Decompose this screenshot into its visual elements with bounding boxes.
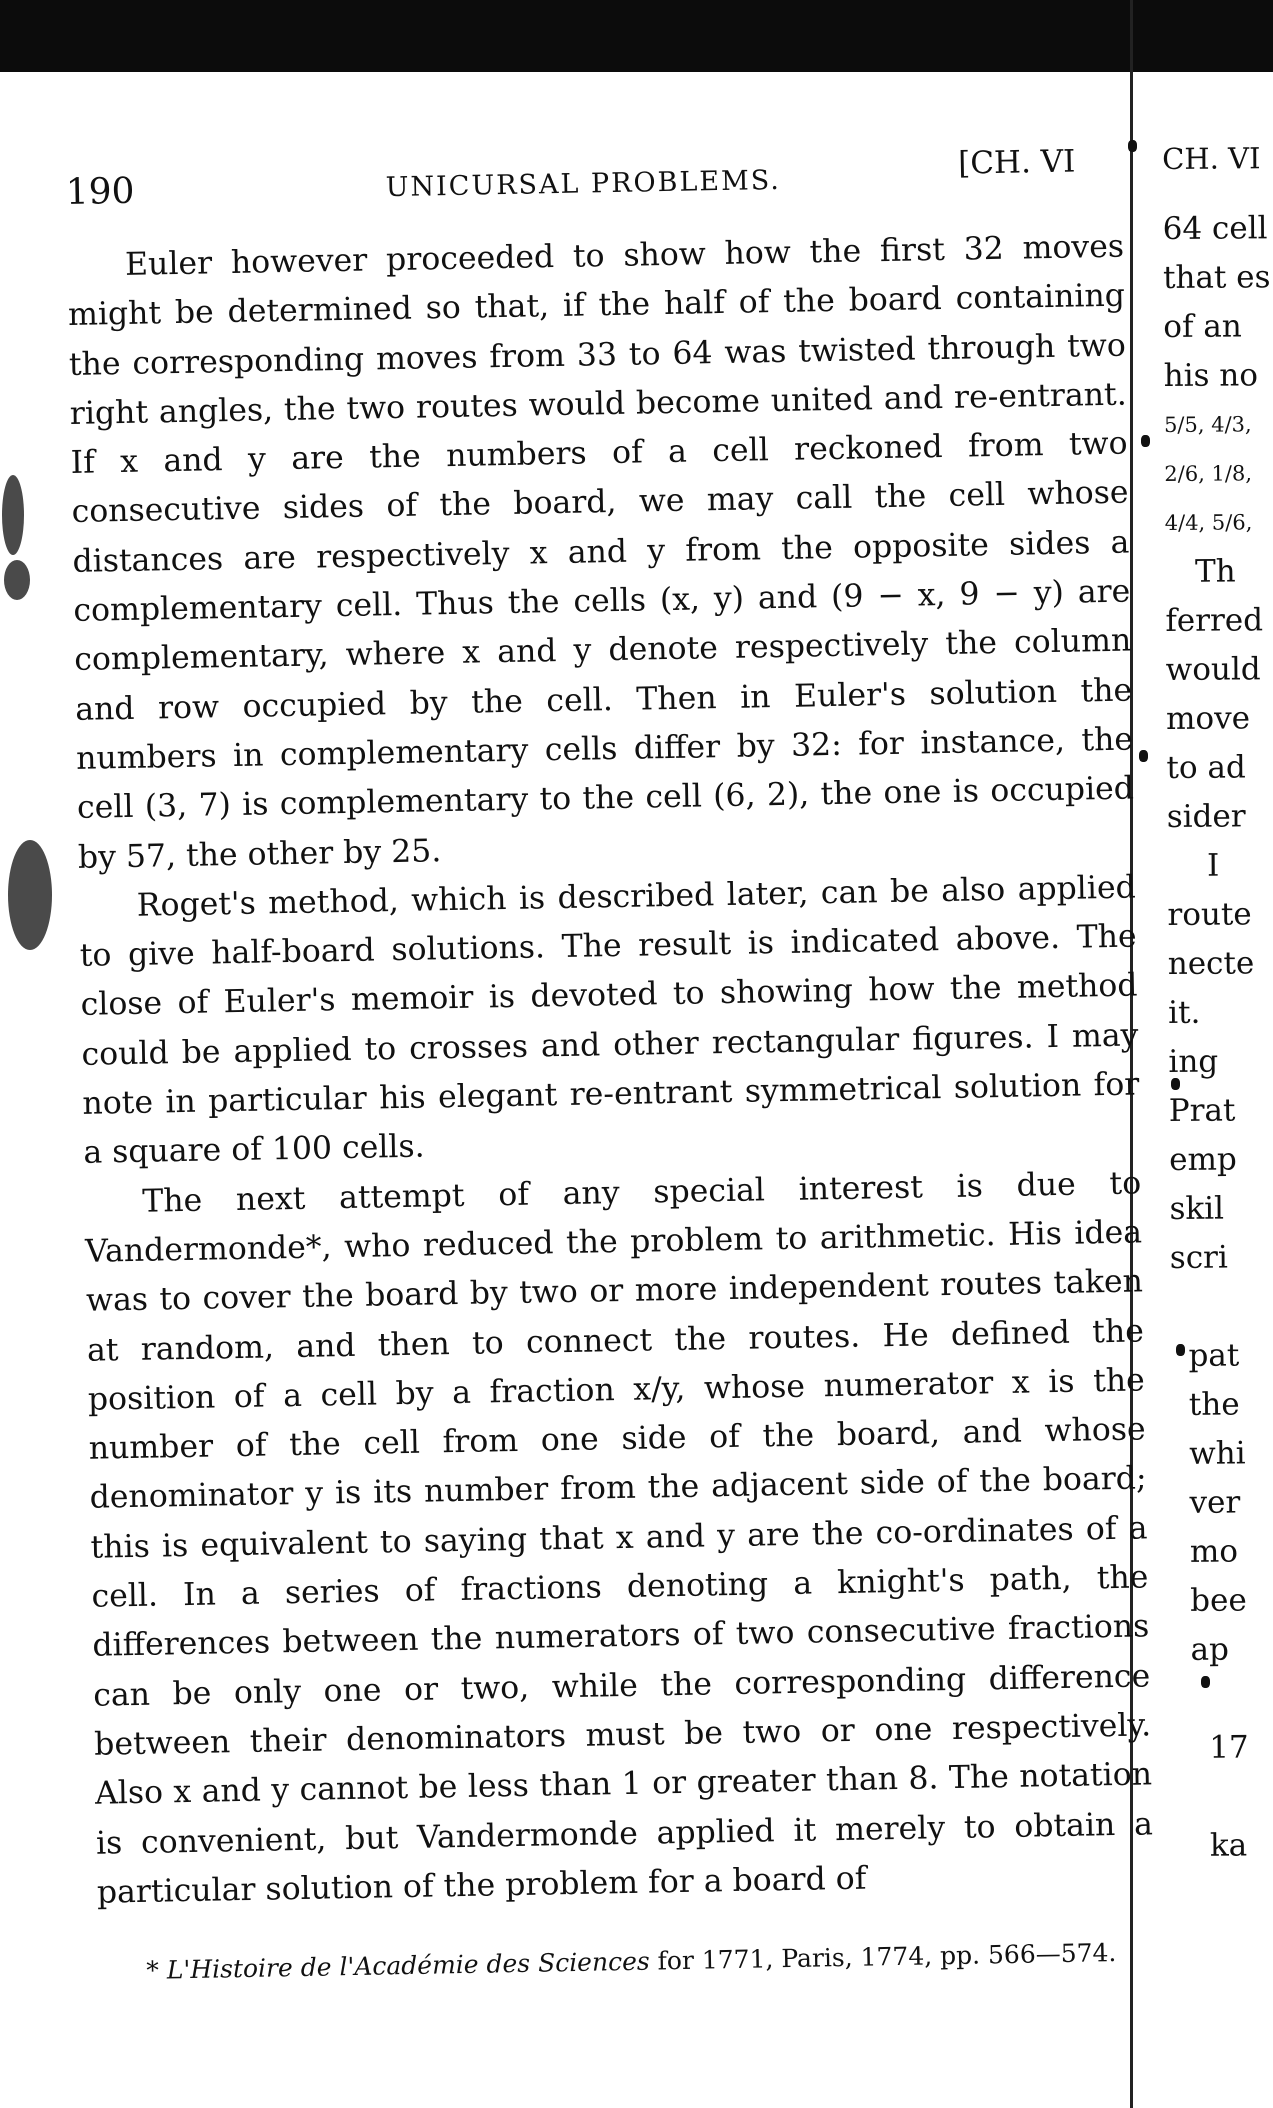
page-number: 190 bbox=[65, 170, 135, 213]
facing-line: Th bbox=[1194, 553, 1236, 590]
left-page bbox=[65, 130, 1184, 1994]
facing-line: pat bbox=[1188, 1337, 1240, 1374]
facing-line: bee bbox=[1190, 1582, 1247, 1619]
body-text bbox=[67, 222, 1183, 1918]
facing-line: ing bbox=[1168, 1043, 1219, 1080]
facing-line: 17 bbox=[1209, 1729, 1249, 1766]
running-title: UNICURSAL PROBLEMS. bbox=[385, 164, 782, 204]
margin-smudge bbox=[4, 560, 30, 600]
facing-line: emp bbox=[1169, 1141, 1237, 1178]
footnote-details: for 1771, Paris, 1774, pp. 566—574. bbox=[657, 1938, 1117, 1976]
facing-line: I bbox=[1206, 847, 1220, 884]
facing-line: route bbox=[1167, 896, 1252, 933]
facing-line: Prat bbox=[1168, 1092, 1236, 1129]
margin-smudge bbox=[8, 840, 52, 950]
page-header bbox=[65, 130, 1151, 220]
facing-line: would bbox=[1165, 651, 1261, 688]
facing-line: scri bbox=[1169, 1239, 1228, 1276]
paragraph: Euler however proceeded to show how the first 32 moves might be determined so that, if the half of the board containing the corresponding moves from 33 to 64 was twisted through two right angles, the two routes would become united and re-entrant. If x and y are the numbers of a cell reckoned from two consecutive sides of the board, we may call the cell whose distances are respectively x and y from the opposite sides a complementary cell. Thus the cells (x, y) and (9 − x, 9 − y) are complementary, where x and y denote respectively the column and row occupied by the cell. Then in Euler's solution the numbers in complementary cells differ by 32: for instance, the cell (3, 7) is complementary to the cell (6, 2), the one is occupied by 57, the other by 25. bbox=[67, 228, 1135, 876]
facing-fraction-row: 4/4, 5/6, bbox=[1164, 510, 1253, 535]
facing-line: mo bbox=[1189, 1533, 1239, 1570]
facing-line bbox=[1170, 1282, 1273, 1332]
facing-fraction-row: 2/6, 1/8, bbox=[1164, 461, 1253, 486]
footnote-marker: * bbox=[146, 1955, 160, 1985]
facing-line: his no bbox=[1163, 357, 1259, 394]
scan-top-edge bbox=[0, 0, 1273, 72]
facing-line bbox=[1173, 1674, 1273, 1724]
facing-page-fragment bbox=[1162, 134, 1273, 1871]
facing-line: ferred bbox=[1165, 602, 1264, 639]
footnote-source: L'Histoire de l'Académie des Sciences bbox=[166, 1946, 650, 1985]
facing-line bbox=[1173, 1772, 1273, 1822]
facing-line: whi bbox=[1189, 1435, 1246, 1472]
facing-page-header: CH. VI bbox=[1162, 141, 1261, 176]
facing-line: ver bbox=[1189, 1484, 1241, 1521]
facing-line: of an bbox=[1163, 308, 1242, 345]
facing-line: skil bbox=[1169, 1190, 1225, 1227]
paragraph: Roget's method, which is described later, can be also applied to give half-board solutions. The result is indicated above. The close of Euler's memoir is devoted to showing how the method could be applied to crosses and other rectangular figures. I may note in particular his elegant re-entrant symmetrical solution for a square of 100 cells. bbox=[79, 869, 1140, 1172]
facing-line: that es bbox=[1162, 259, 1271, 296]
facing-line: ka bbox=[1209, 1827, 1248, 1864]
paragraph: The next attempt of any special interest is due to Vandermonde*, who reduced the problem to arithmetic. His idea was to cover the board by two or more independent routes taken at random, and then to connect the routes. He defined the position of a cell by a fraction x/y, whose numerator x is the number of the cell from one side of the board, and whose denominator y is its number from the adjacent side of the board; this is equivalent to saying that x and y are the co-ordinates of a cell. In a series of fractions denoting a knight's path, the differences between the numerators of two consecutive fractions can be only one or two, while the corresponding difference between their denominators must be two or one respectively. Also x and y cannot be less than 1 or greater than 8. The notation is convenient, but Vandermonde applied it merely to obtain a particular solution of the problem for a board of bbox=[84, 1165, 1154, 1911]
facing-line: move bbox=[1165, 700, 1251, 737]
facing-line: ap bbox=[1190, 1631, 1230, 1668]
facing-fraction-row: 5/5, 4/3, bbox=[1163, 412, 1252, 437]
chapter-reference: [CH. VI bbox=[957, 143, 1076, 182]
facing-line: it. bbox=[1168, 994, 1201, 1031]
facing-line: necte bbox=[1167, 945, 1255, 982]
margin-smudge bbox=[2, 475, 24, 555]
facing-line: to ad bbox=[1166, 749, 1246, 786]
footnote bbox=[98, 1930, 1156, 1993]
facing-line: the bbox=[1188, 1386, 1240, 1423]
facing-line: sider bbox=[1166, 798, 1246, 835]
facing-line: 64 cell bbox=[1162, 210, 1268, 247]
